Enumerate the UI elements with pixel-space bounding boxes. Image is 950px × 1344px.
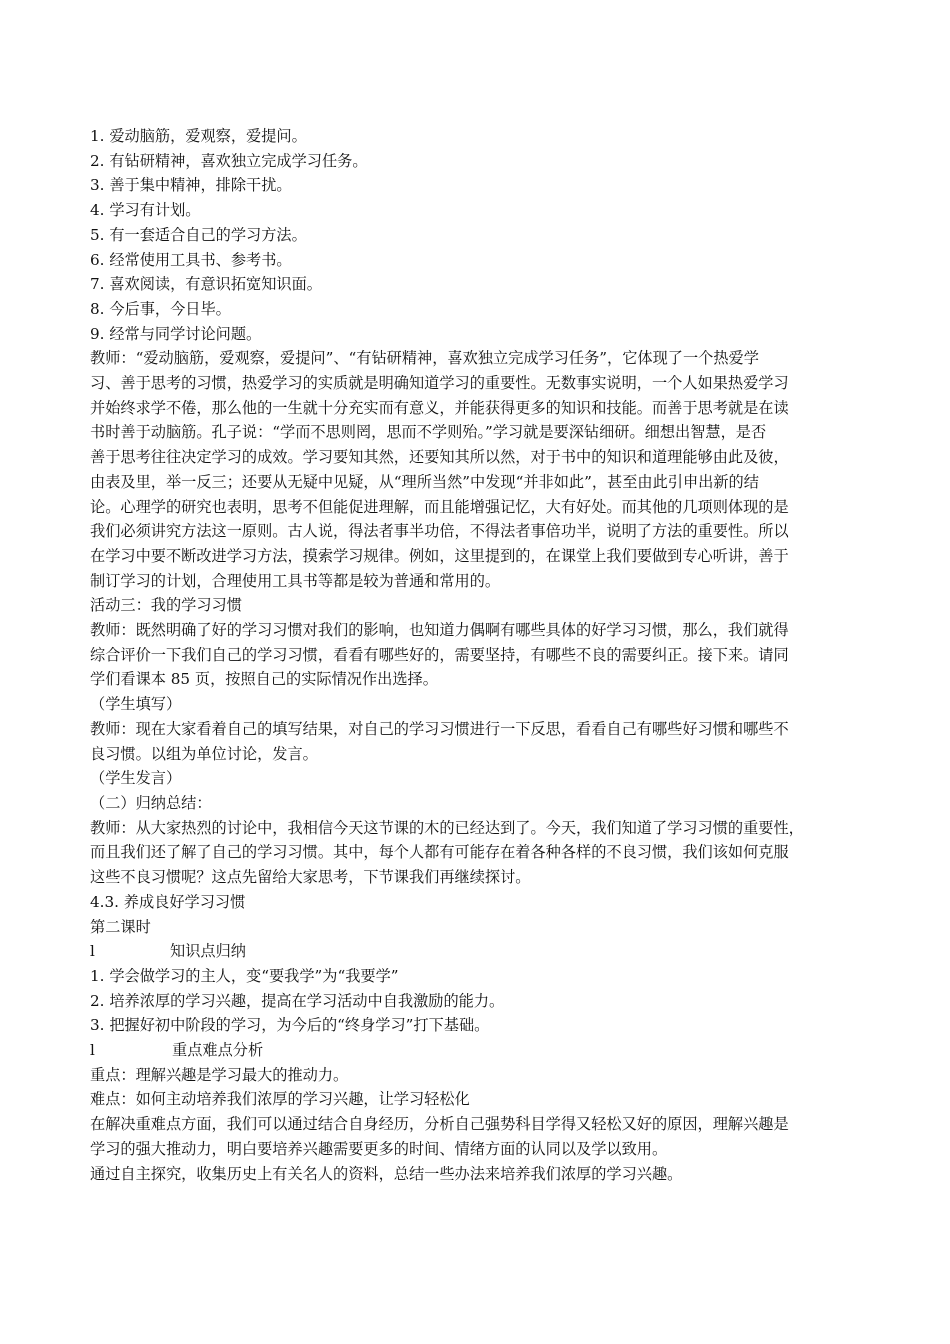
paragraph-line: 综合评价一下我们自己的学习习惯，看看有哪些好的，需要坚持，有哪些不良的需要纠正。接下来。请同: [90, 645, 789, 664]
paragraph-line: 并始终求学不倦，那么他的一生就十分充实而有意义，并能获得更多的知识和技能。而善于思考就是在读: [90, 398, 789, 417]
paragraph-line: 而且我们还了解了自己的学习习惯。其中，每个人都有可能存在着各种各样的不良习惯，我们该如何克服: [90, 843, 789, 862]
difficulty-heading: [90, 1038, 870, 1063]
paragraph-line: 我们必须讲究方法这一原则。古人说，得法者事半功倍，不得法者事倍功半，说明了方法的重要性。所以: [90, 522, 789, 541]
paragraph-line: 教师：现在大家看着自己的填写结果，对自己的学习习惯进行一下反思，看看自己有哪些好习惯和哪些不: [90, 719, 789, 738]
list-item: 2. 培养浓厚的学习兴趣，提高在学习活动中自我激励的能力。: [90, 991, 505, 1010]
knowledge-heading: [90, 939, 870, 964]
list-item: 3. 善于集中精神，排除干扰。: [90, 176, 292, 195]
hard-point: 难点：如何主动培养我们浓厚的学习兴趣，让学习轻松化: [90, 1090, 470, 1109]
stage-note: （学生发言）: [90, 769, 182, 788]
list-item: 1. 爱动脑筋，爱观察，爱提问。: [90, 127, 307, 145]
list-item: 6. 经常使用工具书、参考书。: [90, 250, 292, 269]
stage-note: （学生填写）: [90, 695, 182, 714]
bullet-marker: l: [90, 1041, 95, 1060]
paragraph-line: 在学习中要不断改进学习方法，摸索学习规律。例如，这里提到的，在课堂上我们要做到专心听讲，善于: [90, 546, 789, 565]
paragraph-line: 由表及里，举一反三；还要从无疑中见疑，从“理所当然”中发现“并非如此”，甚至由此引申出新的结: [90, 472, 759, 491]
document-body: [90, 124, 870, 1186]
bullet-marker: l: [90, 942, 95, 961]
paragraph-line: 教师：从大家热烈的讨论中，我相信今天这节课的木的已经达到了。今天，我们知道了学习习惯的重要性，: [90, 818, 804, 837]
list-item: 4. 学习有计划。: [90, 201, 201, 220]
paragraph-line: 这些不良习惯呢？这点先留给大家思考，下节课我们再继续探讨。: [90, 868, 531, 887]
paragraph-line: 通过自主探究，收集历史上有关名人的资料，总结一些办法来培养我们浓厚的学习兴趣。: [90, 1164, 683, 1183]
paragraph-line: 善于思考往往决定学习的成效。学习要知其然，还要知其所以然，对于书中的知识和道理能够由此及彼，: [90, 448, 789, 467]
paragraph-line: 书时善于动脑筋。孔子说：“学而不思则罔，思而不学则殆。”学习就是要深钻细研。细想出智慧，是否: [90, 423, 767, 442]
paragraph-line: 学习的强大推动力，明白要培养兴趣需要更多的时间、情绪方面的认同以及学以致用。: [90, 1139, 668, 1158]
list-item: 9. 经常与同学讨论问题。: [90, 324, 262, 343]
summary-heading: （二）归纳总结：: [90, 793, 212, 812]
key-point: 重点：理解兴趣是学习最大的推动力。: [90, 1065, 349, 1084]
paragraph-line: 教师：“爱动脑筋，爱观察，爱提问”、“有钻研精神，喜欢独立完成学习任务”，它体现了一个热爱学: [90, 349, 759, 368]
list-item: 3. 把握好初中阶段的学习，为今后的“终身学习”打下基础。: [90, 1016, 490, 1035]
list-item: 1. 学会做学习的主人，变“要我学”为“我要学”: [90, 966, 399, 985]
section-heading: 4.3. 养成良好学习习惯: [90, 892, 246, 911]
paragraph-line: 在解决重难点方面，我们可以通过结合自身经历，分析自己强势科目学得又轻松又好的原因，理解兴趣是: [90, 1115, 789, 1134]
paragraph-line: 论。心理学的研究也表明，思考不但能促进理解，而且能增强记忆，大有好处。而其他的几项则体现的是: [90, 497, 789, 516]
difficulty-title: 重点难点分析: [172, 1041, 264, 1060]
activity-heading: 活动三：我的学习习惯: [90, 596, 242, 615]
list-item: 7. 喜欢阅读，有意识拓宽知识面。: [90, 275, 322, 294]
paragraph-line: 习、善于思考的习惯，热爱学习的实质就是明确知道学习的重要性。无数事实说明，一个人如果热爱学习: [90, 374, 789, 393]
list-item: 2. 有钻研精神，喜欢独立完成学习任务。: [90, 151, 368, 170]
lesson-heading: 第二课时: [90, 917, 151, 936]
paragraph-line: 良习惯。以组为单位讨论，发言。: [90, 744, 318, 763]
paragraph-line: 学们看课本 85 页，按照自己的实际情况作出选择。: [90, 670, 438, 689]
paragraph-line: 制订学习的计划，合理使用工具书等都是较为普通和常用的。: [90, 571, 501, 590]
list-item: 8. 今后事，今日毕。: [90, 299, 231, 318]
list-item: 5. 有一套适合自己的学习方法。: [90, 225, 307, 244]
paragraph-line: 教师：既然明确了好的学习习惯对我们的影响，也知道力偶啊有哪些具体的好学习习惯，那么，我们就得: [90, 621, 789, 640]
knowledge-title: 知识点归纳: [170, 942, 246, 961]
